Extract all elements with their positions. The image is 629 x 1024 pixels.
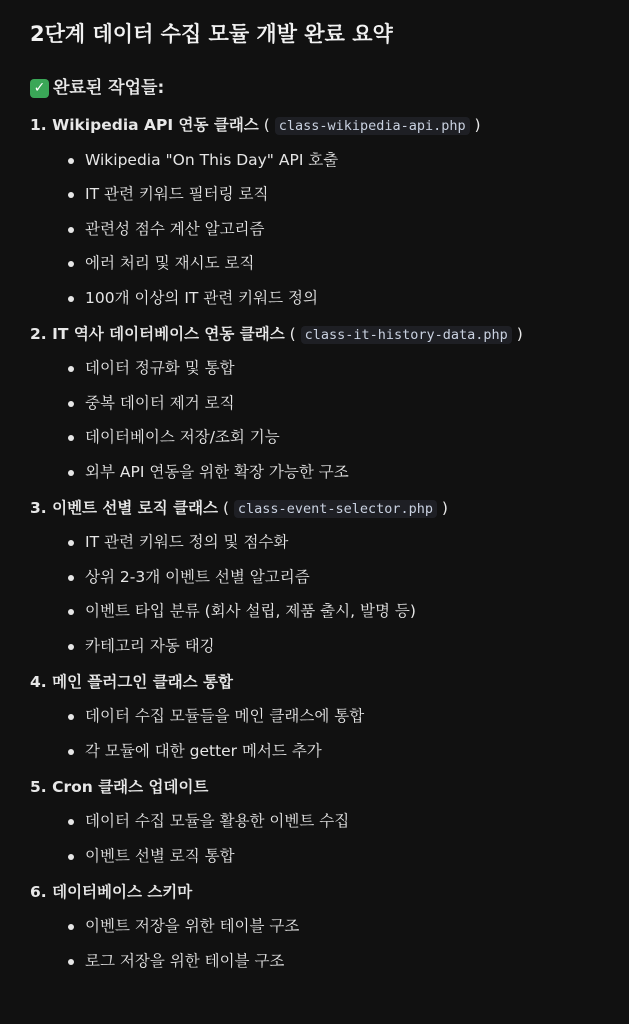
open-paren: (: [258, 116, 275, 134]
open-paren: (: [218, 498, 234, 517]
list-item: [68, 461, 599, 483]
close-paren: ): [511, 324, 523, 343]
bullet-icon: [68, 714, 74, 720]
bullet-icon: [68, 261, 74, 267]
section-number: 3.: [30, 498, 47, 517]
list-item: [68, 357, 599, 379]
list-item-text: 중복 데이터 제거 로직: [85, 393, 235, 412]
list-item-text: 외부 API 연동을 위한 확장 가능한 구조: [85, 462, 349, 481]
list-item: [68, 149, 599, 171]
section-heading: [30, 497, 599, 519]
completed-heading-text: 완료된 작업들:: [53, 78, 165, 98]
list-item-text: 데이터베이스 저장/조회 기능: [85, 428, 280, 446]
section-item-list: [30, 810, 599, 867]
list-item-text: 로그 저장을 위한 테이블 구조: [85, 951, 285, 970]
section-number: 1.: [30, 116, 47, 134]
bullet-icon: [68, 540, 74, 546]
list-item: [68, 950, 599, 972]
list-item-text: 각 모듈에 대한 getter 메서드 추가: [85, 741, 322, 760]
file-name-code: class-wikipedia-api.php: [275, 117, 470, 135]
bullet-icon: [68, 924, 74, 930]
list-item-text: 이벤트 타입 분류 (회사 설립, 제품 출시, 발명 등): [85, 602, 416, 620]
section-title: IT 역사 데이터베이스 연동 클래스: [52, 324, 285, 343]
bullet-icon: [68, 609, 74, 615]
list-item: [68, 740, 599, 762]
bullet-icon: [68, 192, 74, 198]
bullet-icon: [68, 296, 74, 302]
section-title: 메인 플러그인 클래스 통합: [52, 672, 233, 691]
section-item-list: [30, 531, 599, 657]
check-mark-icon: ✓: [30, 79, 49, 98]
list-item: [68, 600, 599, 622]
list-item-text: IT 관련 키워드 정의 및 점수화: [85, 533, 289, 551]
section-1: [30, 114, 599, 309]
file-name-code: class-event-selector.php: [234, 500, 437, 518]
section-title: Cron 클래스 업데이트: [52, 777, 209, 796]
section-item-list: [30, 705, 599, 762]
open-paren: (: [284, 324, 301, 343]
section-heading: [30, 323, 599, 345]
list-item: [68, 252, 599, 274]
list-item-text: 관련성 점수 계산 알고리즘: [85, 219, 265, 238]
section-number: 4.: [30, 672, 47, 691]
bullet-icon: [68, 749, 74, 755]
bullet-icon: [68, 401, 74, 407]
bullet-icon: [68, 854, 74, 860]
section-heading: [30, 881, 599, 903]
list-item-text: 상위 2-3개 이벤트 선별 알고리즘: [85, 567, 310, 586]
list-item: [68, 218, 599, 240]
section-item-list: [30, 915, 599, 972]
bullet-icon: [68, 435, 74, 441]
list-item-text: 이벤트 선별 로직 통합: [85, 846, 235, 865]
section-6: [30, 881, 599, 972]
section-number: 2.: [30, 324, 47, 343]
list-item: [68, 426, 599, 448]
page-title: 2단계 데이터 수집 모듈 개발 완료 요약: [30, 22, 393, 46]
bullet-icon: [68, 959, 74, 965]
list-item-text: 데이터 정규화 및 통합: [85, 359, 235, 377]
section-title: Wikipedia API 연동 클래스: [52, 116, 259, 134]
list-item-text: 데이터 수집 모듈들을 메인 클래스에 통합: [85, 707, 365, 725]
section-title: 데이터베이스 스키마: [52, 882, 193, 901]
completed-heading: [30, 76, 599, 100]
list-item-text: 이벤트 저장을 위한 테이블 구조: [85, 917, 300, 935]
list-item: [68, 183, 599, 205]
list-item: [68, 531, 599, 553]
bullet-icon: [68, 644, 74, 650]
list-item: [68, 635, 599, 657]
list-item-text: IT 관련 키워드 필터링 로직: [85, 185, 269, 203]
section-2: [30, 323, 599, 483]
list-item: [68, 566, 599, 588]
section-item-list: [30, 149, 599, 309]
section-4: [30, 671, 599, 762]
list-item-text: 100개 이상의 IT 관련 키워드 정의: [85, 288, 318, 307]
section-heading: [30, 114, 599, 136]
list-item: [68, 915, 599, 937]
list-item: [68, 705, 599, 727]
section-3: [30, 497, 599, 657]
list-item: [68, 845, 599, 867]
bullet-icon: [68, 575, 74, 581]
list-item-text: 데이터 수집 모듈을 활용한 이벤트 수집: [85, 812, 350, 830]
bullet-icon: [68, 366, 74, 372]
bullet-icon: [68, 227, 74, 233]
file-name-code: class-it-history-data.php: [301, 326, 512, 344]
list-item: [68, 810, 599, 832]
list-item-text: 에러 처리 및 재시도 로직: [85, 254, 255, 272]
section-title: 이벤트 선별 로직 클래스: [52, 498, 219, 517]
bullet-icon: [68, 470, 74, 476]
bullet-icon: [68, 819, 74, 825]
list-item-text: 카테고리 자동 태깅: [85, 636, 215, 655]
close-paren: ): [469, 116, 481, 134]
section-5: [30, 776, 599, 867]
section-number: 6.: [30, 882, 47, 901]
list-item-text: Wikipedia "On This Day" API 호출: [85, 150, 339, 169]
section-item-list: [30, 357, 599, 483]
close-paren: ): [437, 498, 448, 517]
section-heading: [30, 776, 599, 798]
bullet-icon: [68, 158, 74, 164]
section-heading: [30, 671, 599, 693]
section-number: 5.: [30, 777, 47, 796]
task-sections: [30, 114, 599, 972]
list-item: [68, 392, 599, 414]
list-item: [68, 287, 599, 309]
